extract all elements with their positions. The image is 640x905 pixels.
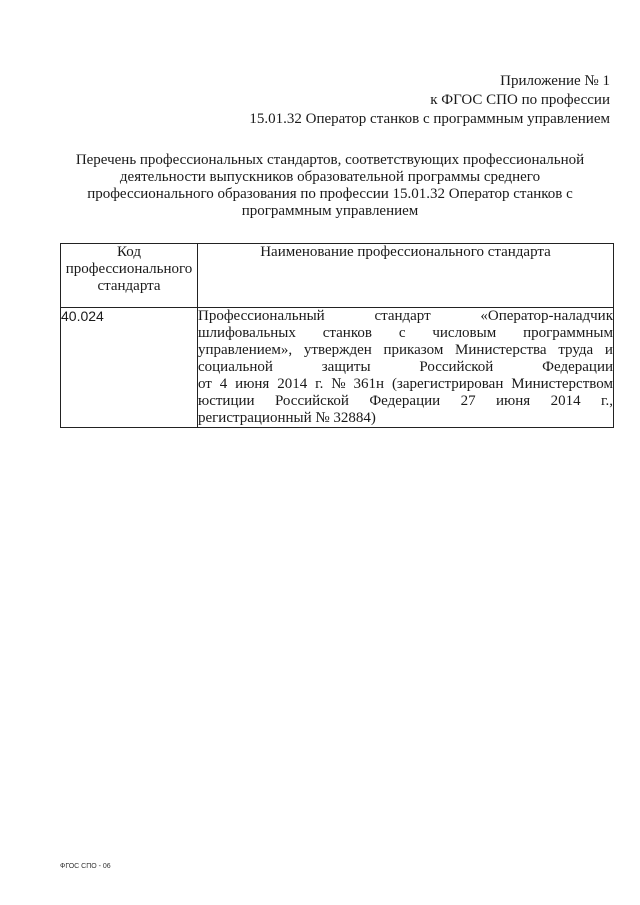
standard-name-line xyxy=(198,376,613,393)
standard-name-word: регистрационный № 32884) xyxy=(198,410,376,426)
standard-name-word: от xyxy=(198,376,212,392)
standard-name-word: Министерства xyxy=(455,342,547,358)
header-code-line: профессионального xyxy=(65,261,193,277)
standard-name-word: управлением», xyxy=(198,342,293,358)
standard-name-word: утвержден xyxy=(303,342,372,358)
standard-name-word: Министерством xyxy=(511,376,613,392)
table-row xyxy=(61,308,614,428)
appendix-line-3: 15.01.32 Оператор станков с программным управлением xyxy=(249,111,610,127)
standard-name-line xyxy=(198,359,613,376)
appendix-line-2: к ФГОС СПО по профессии xyxy=(430,92,610,108)
header-name: Наименование профессионального стандарта xyxy=(198,244,614,308)
header-code-line: Код xyxy=(117,244,141,260)
standard-name-word: июня xyxy=(235,376,270,392)
standard-name-word: стандарт xyxy=(374,308,431,324)
standard-name-word: Российской xyxy=(419,359,494,375)
standard-name-word: 4 xyxy=(219,376,228,392)
standard-name-word: труда xyxy=(558,342,594,358)
standard-name xyxy=(198,308,614,428)
standard-name-word: 27 xyxy=(460,393,476,409)
standard-name-word: июня xyxy=(496,393,531,409)
standard-name-word: юстиции xyxy=(198,393,255,409)
standard-name-word: «Оператор-наладчик xyxy=(480,308,613,324)
standard-name-line xyxy=(198,393,613,410)
standard-name-word: приказом xyxy=(383,342,444,358)
standard-name-word: г., xyxy=(601,393,613,409)
table-header-row xyxy=(61,244,614,308)
header-code xyxy=(61,244,198,308)
header-code-line: стандарта xyxy=(97,278,161,294)
appendix-line-1: Приложение № 1 xyxy=(500,73,610,89)
title-line: программным управлением xyxy=(241,203,419,219)
appendix-header xyxy=(249,72,610,129)
standard-name-line xyxy=(198,308,613,325)
standard-name-word: Федерации xyxy=(369,393,441,409)
title-line: Перечень профессиональных стандартов, соответствующих профессиональной xyxy=(75,152,585,168)
standard-name-word: станков xyxy=(322,325,372,341)
standard-name-word: 361н xyxy=(353,376,385,392)
standard-name-word: Профессиональный xyxy=(198,308,325,324)
standard-name-line xyxy=(198,342,613,359)
standard-name-word: программным xyxy=(523,325,613,341)
standard-name-word: шлифовальных xyxy=(198,325,296,341)
standard-name-word: г. xyxy=(315,376,324,392)
standard-name-word: защиты xyxy=(321,359,371,375)
standard-name-word: и xyxy=(604,342,613,358)
standard-name-word: числовым xyxy=(432,325,497,341)
title-line: деятельности выпускников образовательной программы среднего xyxy=(119,169,541,185)
standard-name-word: Российской xyxy=(274,393,349,409)
standard-name-word: социальной xyxy=(198,359,273,375)
standard-name-word: 2014 xyxy=(550,393,581,409)
title-line: профессионального образования по профессии 15.01.32 Оператор станков с xyxy=(87,186,573,202)
standard-name-word: № xyxy=(331,376,346,392)
standards-table xyxy=(60,243,614,428)
standard-code: 40.024 xyxy=(61,308,198,428)
standard-name-word: с xyxy=(398,325,406,341)
document-title xyxy=(60,152,600,220)
footer-label: ФГОС СПО - 06 xyxy=(60,863,111,870)
standard-name-line xyxy=(198,325,613,342)
standard-name-word: 2014 xyxy=(277,376,308,392)
standard-name-word: Федерации xyxy=(542,359,613,375)
standard-name-line xyxy=(198,410,613,427)
table-body xyxy=(61,308,614,428)
standard-name-word: (зарегистрирован xyxy=(391,376,504,392)
